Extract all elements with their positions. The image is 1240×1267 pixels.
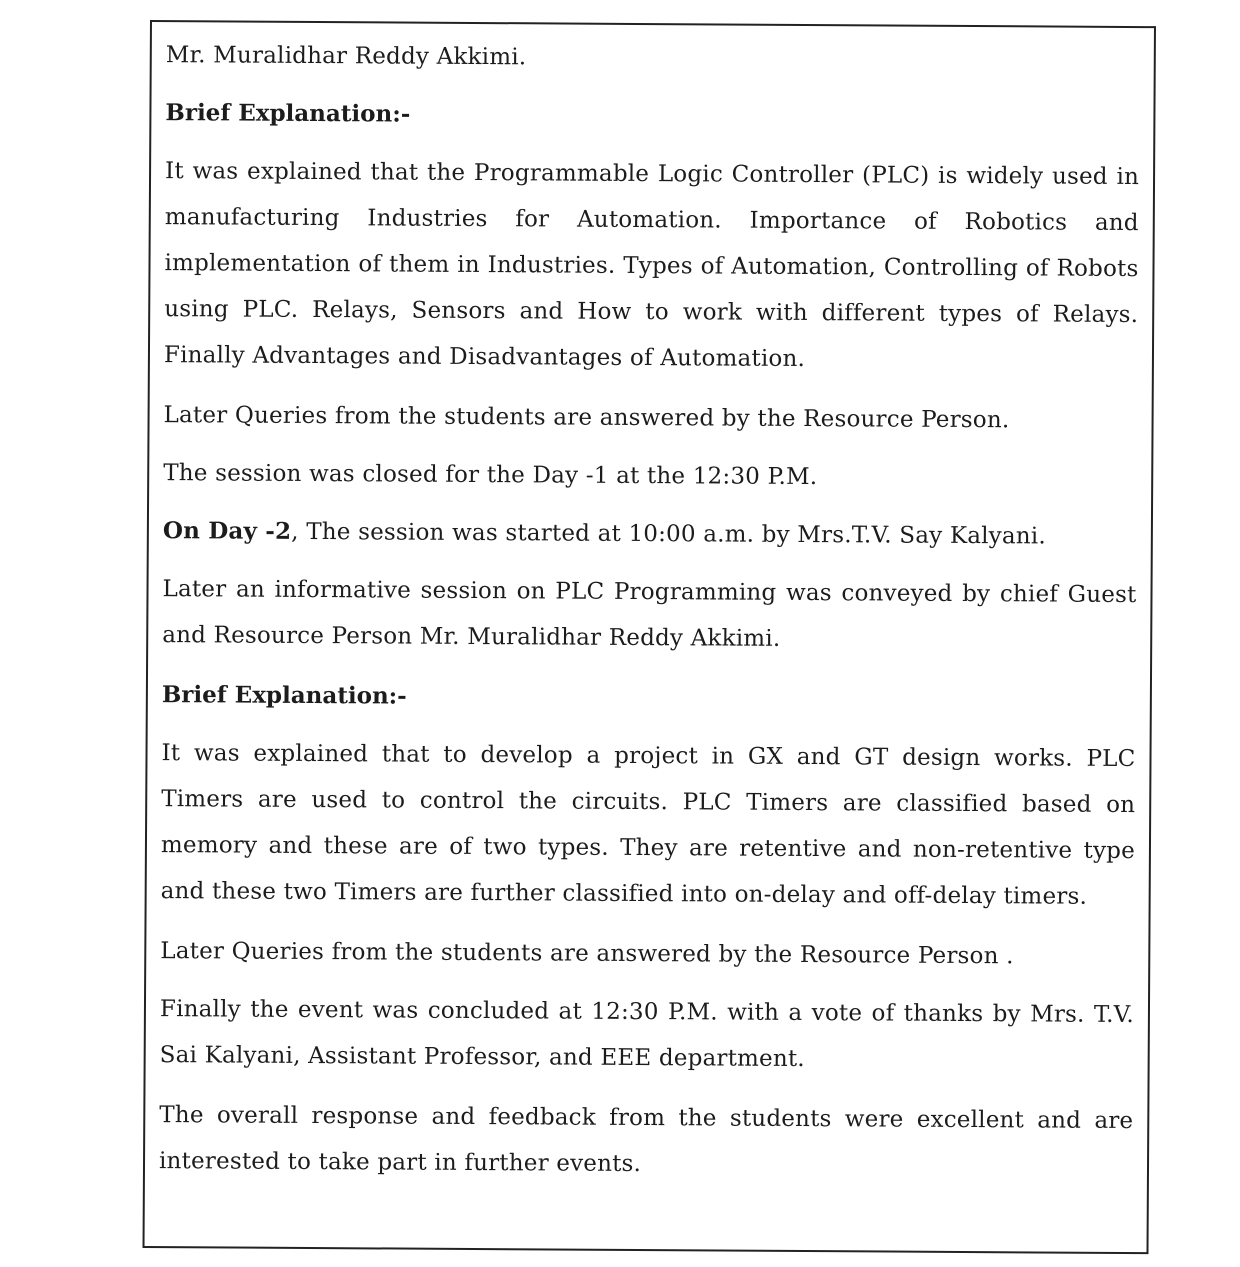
day1-closing-paragraph: The session was closed for the Day -1 at the 12:30 P.M. <box>163 460 818 491</box>
brief-explanation-heading-day2: Brief Explanation:- <box>161 681 407 710</box>
resource-person-line: Mr. Muralidhar Reddy Akkimi. <box>165 42 527 71</box>
document-frame <box>142 20 1155 1254</box>
day2-explanation-paragraph: It was explained that to develop a project in GX and GT design works. PLC Timers are used to control the circuits. PLC Timers are classified based on memory and these are of two types. They are retentive and non-retentive type and these two Timers are further classified into on-delay and off-delay timers. <box>160 740 1136 910</box>
day2-session-paragraph: Later an informative session on PLC Programming was conveyed by chief Guest and Resource Person Mr. Muralidhar Reddy Akkimi. <box>162 576 1137 652</box>
day2-queries-paragraph: Later Queries from the students are answered by the Resource Person . <box>160 938 1014 970</box>
day2-label: On Day -2 <box>162 517 292 545</box>
feedback-paragraph: The overall response and feedback from the students were excellent and are interested to take part in further events. <box>158 1102 1134 1178</box>
document-body <box>159 32 1140 1204</box>
brief-explanation-heading-day1: Brief Explanation:- <box>165 99 411 128</box>
day2-start-text: , The session was started at 10:00 a.m. by Mrs.T.V. Say Kalyani. <box>291 518 1046 550</box>
day1-explanation-paragraph: It was explained that the Programmable Logic Controller (PLC) is widely used in manufacturing Industries for Automation. Importance of Robotics and implementation of them in Industries. Types of Automation, Controlling of Robots using PLC. Relays, Sensors and How to work with different types of Relays. Finally Advantages and Disadvantages of Automation. <box>163 158 1140 373</box>
conclusion-paragraph: Finally the event was concluded at 12:30 P.M. with a vote of thanks by Mrs. T.V. Sai Kalyani, Assistant Professor, and EEE department. <box>159 996 1135 1073</box>
day2-start-paragraph <box>163 508 1137 560</box>
day1-queries-paragraph: Later Queries from the students are answered by the Resource Person. <box>163 402 1010 434</box>
